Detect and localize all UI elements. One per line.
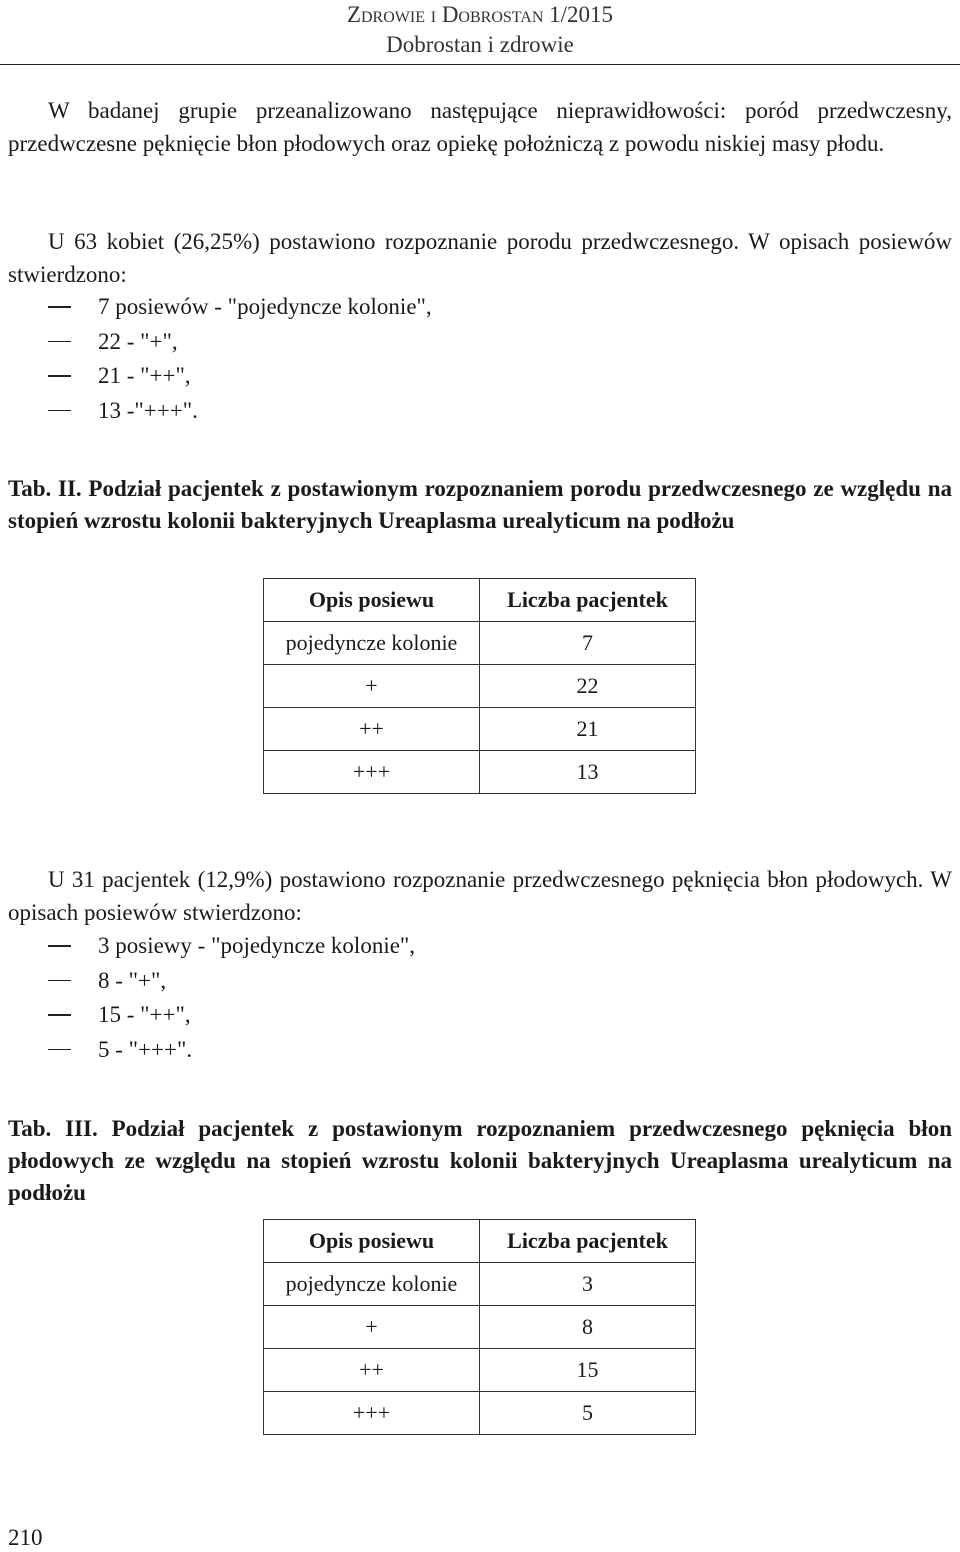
cell-count: 22 — [480, 665, 696, 708]
table-3-caption: Tab. III. Podział pacjentek z postawionym rozpoznaniem przedwczesnego pęknięcia błon płodowych ze względu na stopień wzrostu kolonii bakteryjnych Ureaplasma urealyticum na podłożu — [8, 1116, 952, 1205]
cell-culture: pojedyncze kolonie — [264, 1263, 480, 1306]
table-header-row — [264, 1220, 696, 1263]
cell-count: 13 — [480, 751, 696, 794]
cell-culture: ++ — [264, 1349, 480, 1392]
culture-list-preterm — [8, 290, 908, 428]
list-item: 13 -"+++". — [8, 394, 908, 429]
column-header-count: Liczba pacjentek — [480, 579, 696, 622]
table-row — [264, 751, 696, 794]
table-2-caption: Tab. II. Podział pacjentek z postawionym rozpoznaniem porodu przedwczesnego ze względu na stopień wzrostu kolonii bakteryjnych Ureaplasma urealyticum na podłożu — [8, 476, 952, 533]
cell-count: 21 — [480, 708, 696, 751]
list-item: 3 posiewy - "pojedyncze kolonie", — [8, 929, 908, 964]
table-3 — [263, 1219, 696, 1435]
table-row — [264, 1392, 696, 1435]
cell-culture: +++ — [264, 1392, 480, 1435]
cell-count: 8 — [480, 1306, 696, 1349]
cell-culture: ++ — [264, 708, 480, 751]
list-item: 5 - "+++". — [8, 1033, 908, 1068]
table-row — [264, 708, 696, 751]
table-row — [264, 665, 696, 708]
cell-culture: pojedyncze kolonie — [264, 622, 480, 665]
table-2 — [263, 578, 696, 794]
table-header-row — [264, 579, 696, 622]
paragraph-intro-text: W badanej grupie przeanalizowano następujące nieprawidłowości: poród przedwczesny, przedwczesne pęknięcie błon płodowych oraz opiekę położniczą z powodu niskiej masy płodu. — [8, 98, 952, 156]
cell-culture: + — [264, 665, 480, 708]
list-item: 21 - "++", — [8, 359, 908, 394]
cell-count: 3 — [480, 1263, 696, 1306]
cell-culture: + — [264, 1306, 480, 1349]
journal-title: Zdrowie i Dobrostan 1/2015 — [346, 2, 614, 27]
paragraph-intro — [8, 95, 952, 160]
list-item: 8 - "+", — [8, 964, 908, 999]
culture-list-prom — [8, 929, 908, 1067]
list-item: 15 - "++", — [8, 998, 908, 1033]
table-row — [264, 622, 696, 665]
page-number: 210 — [8, 1525, 43, 1550]
table-row — [264, 1349, 696, 1392]
column-header-culture: Opis posiewu — [264, 579, 480, 622]
paragraph-prom — [8, 864, 952, 929]
cell-culture: +++ — [264, 751, 480, 794]
column-header-count: Liczba pacjentek — [480, 1220, 696, 1263]
paragraph-preterm-text: U 63 kobiet (26,25%) postawiono rozpoznanie porodu przedwczesnego. W opisach posiewów stwierdzono: — [8, 229, 952, 287]
section-title: Dobrostan i zdrowie — [386, 32, 574, 57]
cell-count: 5 — [480, 1392, 696, 1435]
list-item: 22 - "+", — [8, 325, 908, 360]
table-row — [264, 1306, 696, 1349]
cell-count: 15 — [480, 1349, 696, 1392]
list-item: 7 posiewów - "pojedyncze kolonie", — [8, 290, 908, 325]
table-row — [264, 1263, 696, 1306]
column-header-culture: Opis posiewu — [264, 1220, 480, 1263]
cell-count: 7 — [480, 622, 696, 665]
paragraph-preterm — [8, 226, 952, 291]
running-header — [0, 0, 960, 65]
paragraph-prom-text: U 31 pacjentek (12,9%) postawiono rozpoznanie przedwczesnego pęknięcia błon płodowych. W opisach posiewów stwierdzono: — [8, 867, 952, 925]
